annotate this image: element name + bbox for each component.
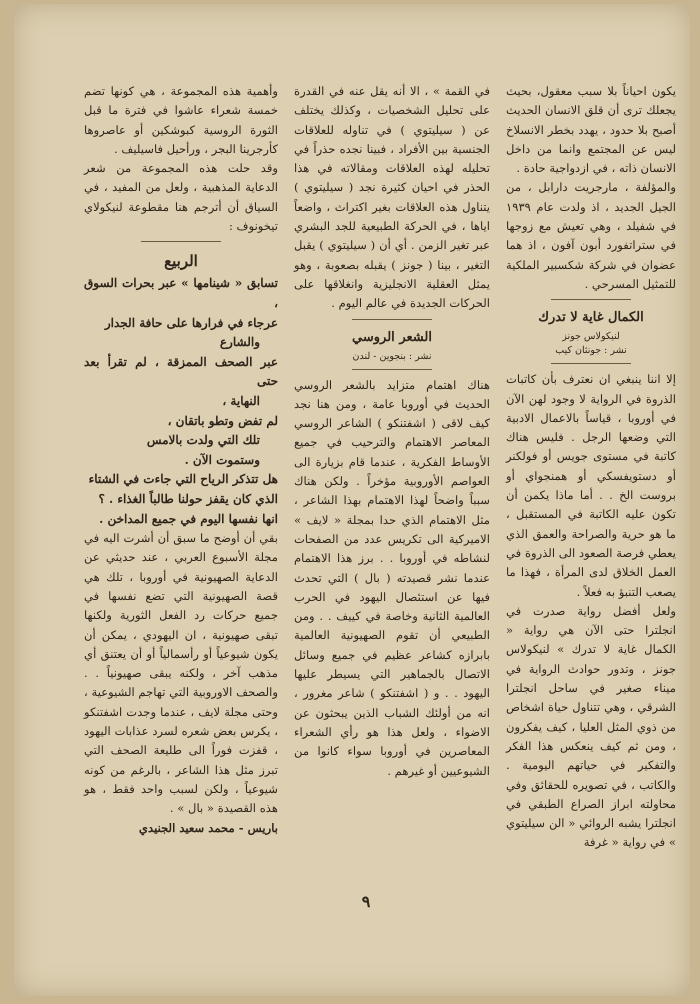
poem-title: الربيع bbox=[164, 252, 198, 271]
poem-line: الذي كان يقفز حولنا طالباً الغذاء . ؟ bbox=[98, 491, 278, 506]
paragraph: وقد حلت هذه المجموعة من شعر الدعاية المذهبية ، ولعل من المفيد ، في السياق أن أترجم هنا مقطوعة لنيكولاي تيخونوف : bbox=[84, 161, 278, 234]
poem-line: انها نفسها اليوم في جميع المداخن . bbox=[99, 511, 278, 526]
poem-line: عبر الصحف الممزقة ، لم تقرأ بعد حتى bbox=[84, 354, 278, 389]
paragraph: في القمة » ، الا أنه يقل عنه في القدرة على تحليل الشخصيات ، وكذلك يختلف عن ( سيليتوي ) في تناوله للعلاقات الجنسية بين الأفراد ، فبينا نجده حذراً في تحليله لهذه العلاقات ومقالاته في هذا الحذر في احيان كثيرة نجد ( سيليتوي ) يتناول هذه العلاقات بغير اكتراث ، واضعاً اياها ، في الحركة الطبيعية للجد البشري عبر تغير الزمن . أي أن ( سيليتوي ) يقبل التغير ، بينا ( جونز ) يقبله بصعوبة ، وهو يمثل العقلية الانجليزية وانغلاقها على الحركات الجديدة في عالم اليوم . bbox=[294, 84, 490, 311]
paragraph: ولعل أفضل رواية صدرت في انجلترا حتى الآن هي رواية « الكمال غاية لا تدرك » لنيكولاس جونز ، وتدور حوادث الرواية في ميناء صغير في ساحل انجلترا الشرقي ، وهي تتناول حياة اشخاص من ذوي المثل العليا ، كيف يفكرون ، ومن ثم كيف ينعكس هذا الفكر والتفكير في حياتهم اليومية . والكاتب ، في تصويره للحقائق وفي محاولته ابراز الصراع الطبقي في انجلترا يشبه الروائي « الن سيليتوي » في رواية « غرفة bbox=[506, 603, 676, 850]
divider bbox=[352, 369, 432, 370]
middle-column bbox=[294, 82, 490, 781]
divider bbox=[352, 319, 432, 320]
poem-line: تسابق « شينامها » عبر بحرات السوق ، bbox=[84, 276, 278, 310]
poem-line: لم تفض وتطو باتقان ، bbox=[167, 413, 278, 428]
poem-line: وستموت الآن . bbox=[184, 452, 260, 467]
paragraph: والمؤلفة ، مارجريت دارابل ، من الجيل الجديد ، اذ ولدت عام ١٩٣٩ في شفيلد ، وهي تعيش مع زوجها في ستراتفورد أبون آفون ، اذ هما عضوان في شركة شكسبير الملكية للتمثيل المسرحي . bbox=[506, 180, 676, 291]
poem bbox=[84, 274, 278, 529]
paragraph: هناك اهتمام متزايد بالشعر الروسي الحديث في أوروبا عامة ، ومن هنا نجد كيف لاقى ( اشفتنكو ) الشاعر الروسي المعاصر الاهتمام والترحيب في جميع الأوساط الفكرية ، عندما قام بزيارة الى العواصم الأوروبية مؤخراً . ولكن هناك سبباً واضحاً لهذا الاهتمام بهذا الشاعر ، مثل الاهتمام الذي حدا بمجلة « لايف » الاميركية الى تكريس عدد من الصفحات لنشاطه في أوروبا . . برز هذا الاهتمام عندما نشر قصيدته ( بال ) التي تحدث فيها عن استئصال اليهود في الحرب العالمية الثانية وخاصة في كييف . . ومن الطبيعي أن تقوم الصهيونية العالمية بابرازه كشاعر عظيم في جميع وسائل الاتصال بالجماهير التي يسيطر عليها اليهود . . و ( اشفتنكو ) شاعر مغرور ، انه من أولئك الشباب الذين يبحثون عن الاضواء ، ولعل هذا هو رأي الشعراء المعاصرين في أوروبا سواء كانوا من الشيوعيين أو غيرهم . bbox=[294, 377, 490, 778]
article-title: الكمال غاية لا تدرك bbox=[538, 310, 644, 326]
paragraph: وأهمية هذه المجموعة ، هي كونها تضم خمسة شعراء عاشوا في فترة ما قبل الثورة الروسية كبوشكين أو عاصروها كأرجرينا البجر ، ورأحيل فاسيليف . bbox=[84, 84, 278, 156]
poem-line: هل تتذكر الرياح التي جاءت في الشتاء bbox=[88, 472, 278, 487]
divider bbox=[551, 363, 631, 364]
signature: باريس - محمد سعيد الجنيدي bbox=[138, 820, 278, 835]
paragraph: بقي أن أوضح ما سبق أن أشرت اليه في مجلة الأسبوع العربي ، عند حديثي عن الدعاية الصهيونية في أوروبا ، تلك هي قصة الصهيونية التي تضع نفسها في جميع حركات رد الفعل الثورية ولكنها تبقى صهيونية ، ان اليهودي ، يمكن أن يكون شيوعياً أو رأسمالياً أو أن يعتنق أي مذهب آخر ، ولكنه يبقى صهيونياً . . والصحف الاوروبية التي تهاجم الشيوعية ، وحتى مجلة لايف ، عندما وجدت اشفتنكو ، يكرس بعض شعره لسرد عذابات اليهود ، قفزت فوراً الى طليعة الصحف التي تبرز مثل هذا الشاعر ، بالرغم من كونه شيوعياً ، ولكن لسبب واحد فقط ، هو هذه القصيدة « بال » . bbox=[84, 531, 278, 816]
article-author: لنيكولاس جونز bbox=[562, 331, 620, 343]
paragraph: إلا اننا ينبغي ان نعترف بأن كاتبات الذروة في الرواية لا وجود لهن الآن في أوروبا ، قياساً بالاعمال الادبية التي وضعها الرجل . فليس هناك كاتبة في مستوى جويس أو فولكنر أو دستويفسكي أو همنجواي أو بروست الخ . . أما ماذا يكمن أن تكون عليه الكاتبة في المستقبل ، ما هو حرية والصراحة والعمق الذي يعطي فرصة الصعود الى الذروة في العمل الخلاق لدى المرأة ، فهذا ما يصعب التنبؤ به فعلاً . bbox=[506, 372, 676, 599]
paragraph: يكون احياناً بلا سبب معقول، بحيث يجعلك ترى أن قلق الانسان الحديث أصبح بلا حدود ، يهدد بخطر الانسلاخ ليس عن المجتمع وانما من داخل الانسان ذاته ، في ازدواجية حادة . bbox=[506, 84, 676, 176]
divider bbox=[141, 241, 221, 242]
section-publisher: نشر : بنجوين - لندن bbox=[352, 350, 432, 362]
poem-line: تلك التي ولدت بالامس bbox=[146, 433, 260, 448]
poem-line: عرجاء في فرارها على حافة الجدار bbox=[104, 315, 278, 330]
section-title: الشعر الروسي bbox=[352, 329, 432, 345]
poem-line: النهاية ، bbox=[222, 393, 260, 408]
article-publisher: نشر : جونثان كيب bbox=[555, 345, 627, 357]
left-column bbox=[84, 82, 278, 838]
poem-line: والشارع bbox=[219, 335, 260, 350]
page-number: ٩ bbox=[361, 892, 371, 911]
divider bbox=[551, 299, 631, 300]
right-column bbox=[506, 82, 676, 853]
magazine-page bbox=[14, 4, 690, 996]
